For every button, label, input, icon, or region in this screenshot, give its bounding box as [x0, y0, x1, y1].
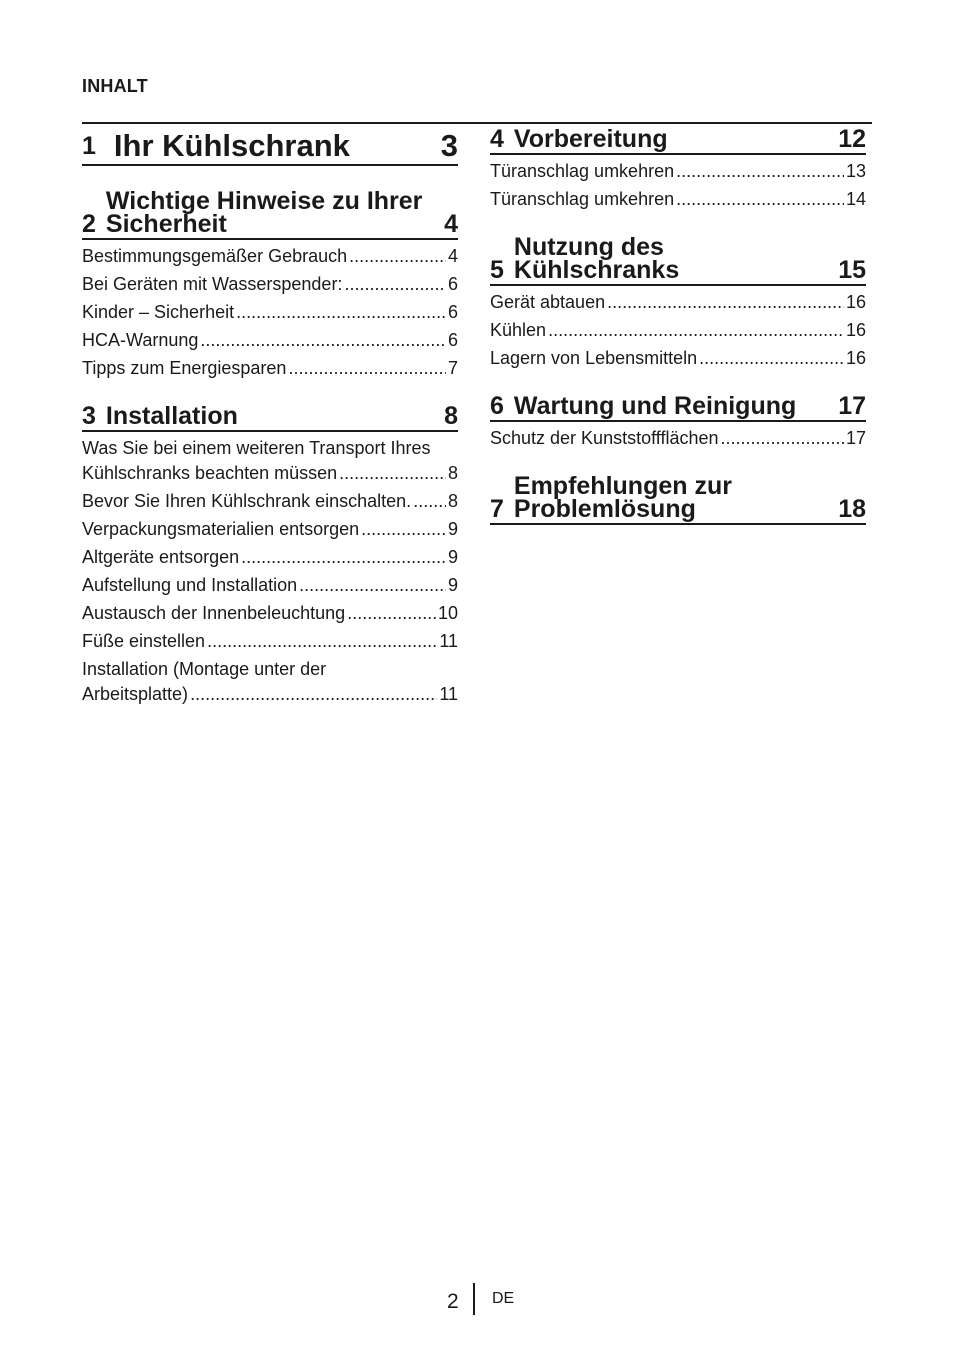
contents-heading: INHALT: [82, 76, 148, 96]
section-title: Installation: [105, 402, 238, 430]
toc-entry-row: [82, 517, 458, 542]
toc-entry-page: 13: [845, 161, 866, 181]
toc-entry-label: Gerät abtauen: [490, 292, 606, 312]
toc-section: [82, 128, 458, 166]
toc-entry-label: Lagern von Lebensmitteln: [490, 348, 698, 368]
toc-entry-label: Arbeitsplatte): [82, 684, 189, 704]
section-title: Empfehlungen zur Problemlösung: [513, 472, 732, 523]
toc-entry-label: Kühlen: [490, 320, 547, 340]
dot-leader: [236, 300, 446, 325]
toc-entry-label: Kinder – Sicherheit: [82, 302, 235, 322]
toc-entry[interactable]: [82, 545, 458, 570]
section-heading[interactable]: [82, 187, 458, 240]
toc-section: [82, 187, 458, 381]
toc-entry-page: 10: [437, 603, 458, 623]
toc-entry-row: [490, 346, 866, 371]
dot-leader: [361, 517, 446, 542]
toc-entry-page: 11: [439, 631, 458, 651]
toc-section: [490, 125, 866, 212]
toc-right-column: [490, 125, 866, 549]
section-title: Vorbereitung: [513, 125, 668, 153]
toc-entry-row: [82, 682, 458, 707]
toc-entry[interactable]: [82, 272, 458, 297]
toc-entry[interactable]: [82, 244, 458, 269]
toc-entry-label: Füße einstellen: [82, 631, 206, 651]
toc-entry-label: Verpackungsmaterialien entsorgen: [82, 519, 360, 539]
section-heading[interactable]: [490, 125, 866, 155]
toc-left-column: [82, 128, 458, 731]
toc-entry-label: Türanschlag umkehren: [490, 189, 675, 209]
dot-leader: [676, 187, 844, 212]
section-heading[interactable]: [82, 128, 458, 166]
toc-entry-page: 8: [447, 491, 458, 511]
toc-entry-row: [82, 629, 458, 654]
toc-entry[interactable]: [82, 436, 458, 486]
dot-leader: [190, 682, 437, 707]
toc-entry-label: Schutz der Kunststoffflächen: [490, 428, 719, 448]
section-title: Wartung und Reinigung: [513, 392, 797, 420]
toc-entry-page: 16: [845, 292, 866, 312]
dot-leader: [720, 426, 843, 451]
section-page: 12: [838, 125, 866, 153]
toc-entry[interactable]: [490, 426, 866, 451]
toc-entry-label: Bevor Sie Ihren Kühlschrank einschalten.: [82, 491, 412, 511]
toc-entry-row: [82, 244, 458, 269]
toc-entry-page: 4: [447, 246, 458, 266]
toc-entry-row: [82, 545, 458, 570]
dot-leader: [200, 328, 446, 353]
section-heading[interactable]: [490, 392, 866, 422]
toc-entry-page: 11: [439, 684, 458, 704]
dot-leader: [347, 601, 436, 626]
toc-entry-label: Aufstellung und Installation: [82, 575, 298, 595]
toc-entry-row: [82, 461, 458, 486]
toc-entry-page: 17: [845, 428, 866, 448]
section-page: 17: [838, 392, 866, 420]
toc-entry[interactable]: [490, 187, 866, 212]
toc-entry[interactable]: [490, 290, 866, 315]
toc-entry-page: 7: [447, 358, 458, 378]
top-rule: [82, 122, 872, 124]
toc-entry[interactable]: [82, 356, 458, 381]
section-page: 15: [838, 256, 866, 284]
toc-entry-page: 16: [845, 320, 866, 340]
section-page: 3: [440, 128, 458, 163]
toc-entry-row: [82, 573, 458, 598]
dot-leader: [241, 545, 446, 570]
toc-entry-row: [490, 426, 866, 451]
toc-entry-label: Türanschlag umkehren: [490, 161, 675, 181]
toc-entry[interactable]: [82, 657, 458, 707]
section-heading[interactable]: [82, 402, 458, 432]
toc-entry-row: [82, 489, 458, 514]
toc-entry-page: 9: [447, 547, 458, 567]
footer-divider: [473, 1283, 475, 1315]
toc-entry-row: [82, 328, 458, 353]
dot-leader: [339, 461, 446, 486]
toc-entry-page: 8: [447, 463, 458, 483]
toc-entry-label: Bestimmungsgemäßer Gebrauch: [82, 246, 348, 266]
toc-entry-row: [82, 601, 458, 626]
toc-entry-page: 6: [447, 302, 458, 322]
toc-section: [490, 233, 866, 371]
toc-entry-label: Bei Geräten mit Wasserspender:: [82, 274, 343, 294]
section-number: 6: [490, 392, 504, 420]
toc-entry[interactable]: [82, 601, 458, 626]
section-title: Wichtige Hinweise zu Ihrer Sicherheit: [105, 187, 423, 238]
section-title: Ihr Kühlschrank: [113, 128, 350, 163]
toc-entry[interactable]: [82, 573, 458, 598]
toc-entry-label: Tipps zum Energiesparen: [82, 358, 287, 378]
dot-leader: [607, 290, 844, 315]
toc-entry[interactable]: [490, 159, 866, 184]
page-number: 2: [447, 1290, 459, 1313]
toc-section: [490, 472, 866, 525]
section-number: 3: [82, 402, 96, 430]
section-number: 4: [490, 125, 504, 153]
toc-entry-label: Austausch der Innenbeleuchtung: [82, 603, 346, 623]
toc-entry-page: 9: [447, 519, 458, 539]
dot-leader: [349, 244, 446, 269]
toc-entry-row: [82, 356, 458, 381]
section-number: 1: [82, 132, 96, 160]
toc-section: [490, 392, 866, 451]
section-number: 5: [490, 256, 504, 284]
section-heading[interactable]: [490, 472, 866, 525]
toc-entry-first-line: Installation (Montage unter der: [82, 659, 327, 679]
toc-entry-row: [82, 272, 458, 297]
toc-entry-page: 6: [447, 274, 458, 294]
dot-leader: [288, 356, 446, 381]
toc-entry-page: 14: [845, 189, 866, 209]
section-title: Nutzung des Kühlschranks: [513, 233, 680, 284]
toc-entry-first-line: Was Sie bei einem weiteren Transport Ihres: [82, 438, 431, 458]
toc-entry-label: HCA-Warnung: [82, 330, 199, 350]
section-page: 4: [444, 210, 458, 238]
dot-leader: [344, 272, 446, 297]
dot-leader: [207, 629, 437, 654]
section-number: 7: [490, 495, 504, 523]
section-page: 18: [838, 495, 866, 523]
toc-entry[interactable]: [82, 300, 458, 325]
dot-leader: [676, 159, 844, 184]
dot-leader: [299, 573, 446, 598]
toc-entry-row: [490, 187, 866, 212]
toc-entry[interactable]: [82, 629, 458, 654]
toc-entry-row: [82, 300, 458, 325]
toc-entry[interactable]: [82, 328, 458, 353]
toc-entry-page: 9: [447, 575, 458, 595]
toc-entry-label: Altgeräte entsorgen: [82, 547, 240, 567]
dot-leader: [413, 489, 446, 514]
toc-entry[interactable]: [490, 318, 866, 343]
toc-entry-row: [490, 159, 866, 184]
toc-entry-page: 6: [447, 330, 458, 350]
toc-entry[interactable]: [490, 346, 866, 371]
language-code: DE: [492, 1290, 515, 1307]
section-page: 8: [444, 402, 458, 430]
dot-leader: [548, 318, 844, 343]
toc-entry-row: [490, 318, 866, 343]
toc-entry-page: 16: [845, 348, 866, 368]
toc-entry-label: Kühlschranks beachten müssen: [82, 463, 338, 483]
toc-entry[interactable]: [82, 517, 458, 542]
toc-section: [82, 402, 458, 707]
toc-entry-row: [490, 290, 866, 315]
section-heading[interactable]: [490, 233, 866, 286]
section-number: 2: [82, 210, 96, 238]
toc-entry[interactable]: [82, 489, 458, 514]
dot-leader: [699, 346, 844, 371]
